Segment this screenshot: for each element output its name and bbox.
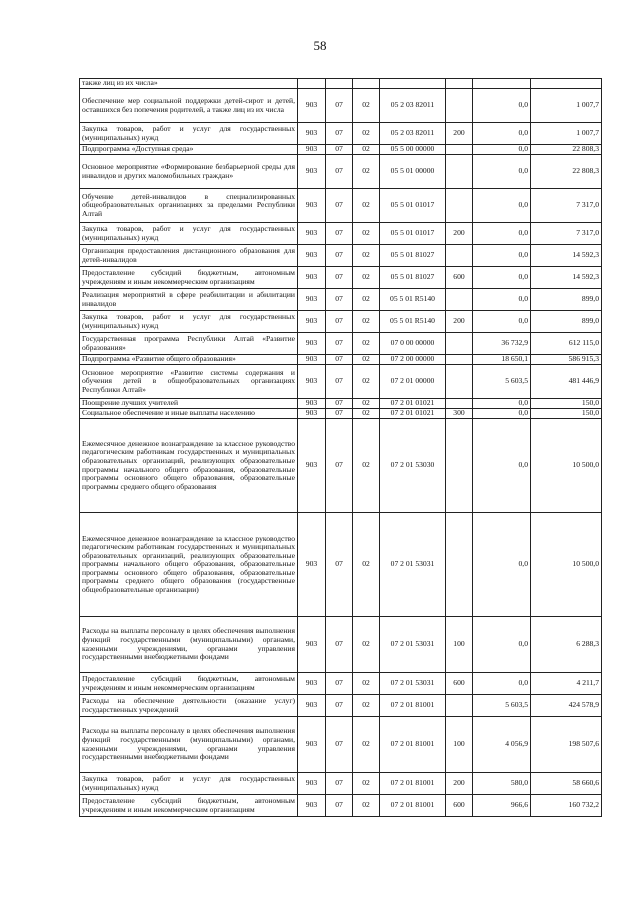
glava-cell: 903	[298, 717, 326, 773]
podrazdel-cell: 02	[353, 123, 380, 145]
amount-1-cell: 0,0	[473, 289, 531, 311]
expense-type-cell: 600	[446, 795, 473, 817]
target-article-cell: 05 5 00 00000	[380, 145, 446, 155]
target-article-cell: 07 2 01 81001	[380, 717, 446, 773]
expense-type-cell	[446, 333, 473, 355]
expense-type-cell	[446, 419, 473, 513]
target-article-cell: 05 5 01 R5140	[380, 289, 446, 311]
amount-2-cell: 198 507,6	[531, 717, 602, 773]
razdel-cell: 07	[326, 289, 353, 311]
glava-cell: 903	[298, 89, 326, 123]
podrazdel-cell: 02	[353, 145, 380, 155]
target-article-cell: 05 2 03 82011	[380, 89, 446, 123]
expense-type-cell	[446, 245, 473, 267]
podrazdel-cell: 02	[353, 223, 380, 245]
table-row	[80, 795, 602, 817]
target-article-cell: 07 2 01 81001	[380, 795, 446, 817]
glava-cell: 903	[298, 355, 326, 365]
expense-type-cell	[446, 79, 473, 89]
amount-2-cell: 899,0	[531, 311, 602, 333]
razdel-cell: 07	[326, 717, 353, 773]
amount-2-cell: 160 732,2	[531, 795, 602, 817]
glava-cell: 903	[298, 399, 326, 409]
expense-type-cell: 100	[446, 717, 473, 773]
target-article-cell: 07 2 01 53031	[380, 617, 446, 673]
expense-type-cell: 300	[446, 409, 473, 419]
table-row	[80, 223, 602, 245]
amount-1-cell: 0,0	[473, 145, 531, 155]
target-article-cell: 05 5 01 00000	[380, 155, 446, 189]
target-article-cell: 07 2 01 81001	[380, 695, 446, 717]
table-row	[80, 717, 602, 773]
podrazdel-cell: 02	[353, 365, 380, 399]
target-article-cell: 07 0 00 00000	[380, 333, 446, 355]
row-name-cell: Поощрение лучших учителей	[80, 399, 298, 409]
amount-1-cell: 0,0	[473, 617, 531, 673]
amount-2-cell: 612 115,0	[531, 333, 602, 355]
amount-2-cell: 899,0	[531, 289, 602, 311]
expense-type-cell: 600	[446, 673, 473, 695]
amount-1-cell	[473, 79, 531, 89]
table-row	[80, 155, 602, 189]
row-name-cell: Государственная программа Республики Алтай «Развитие образования»	[80, 333, 298, 355]
table-row	[80, 189, 602, 223]
razdel-cell: 07	[326, 673, 353, 695]
amount-2-cell: 481 446,9	[531, 365, 602, 399]
amount-1-cell: 0,0	[473, 419, 531, 513]
glava-cell: 903	[298, 513, 326, 617]
razdel-cell: 07	[326, 795, 353, 817]
table-row	[80, 145, 602, 155]
amount-2-cell: 58 660,6	[531, 773, 602, 795]
table-row	[80, 245, 602, 267]
amount-2-cell: 150,0	[531, 399, 602, 409]
amount-1-cell: 0,0	[473, 223, 531, 245]
target-article-cell: 05 2 03 82011	[380, 123, 446, 145]
row-name-cell: Расходы на выплаты персоналу в целях обеспечения выполнения функций государственными (муниципальными) органами, казенными учреждениями, органами управления государственными внебюджетными фондами	[80, 617, 298, 673]
amount-1-cell: 0,0	[473, 673, 531, 695]
razdel-cell: 07	[326, 155, 353, 189]
amount-1-cell: 0,0	[473, 89, 531, 123]
expense-type-cell: 100	[446, 617, 473, 673]
amount-1-cell: 0,0	[473, 513, 531, 617]
table-row	[80, 333, 602, 355]
row-name-cell: Предоставление субсидий бюджетным, автономным учреждениям и иным некоммерческим организациям	[80, 673, 298, 695]
table-row	[80, 409, 602, 419]
podrazdel-cell: 02	[353, 513, 380, 617]
amount-2-cell: 150,0	[531, 409, 602, 419]
razdel-cell: 07	[326, 223, 353, 245]
target-article-cell: 07 2 01 01021	[380, 399, 446, 409]
amount-2-cell: 1 007,7	[531, 123, 602, 145]
target-article-cell: 07 2 01 81001	[380, 773, 446, 795]
table-row	[80, 773, 602, 795]
razdel-cell: 07	[326, 245, 353, 267]
glava-cell: 903	[298, 223, 326, 245]
razdel-cell: 07	[326, 773, 353, 795]
target-article-cell: 05 5 01 81027	[380, 245, 446, 267]
expense-type-cell	[446, 289, 473, 311]
target-article-cell: 07 2 01 53030	[380, 419, 446, 513]
row-name-cell: Предоставление субсидий бюджетным, автономным учреждениям и иным некоммерческим организациям	[80, 795, 298, 817]
amount-2-cell: 22 808,3	[531, 155, 602, 189]
amount-2-cell: 4 211,7	[531, 673, 602, 695]
podrazdel-cell: 02	[353, 673, 380, 695]
podrazdel-cell: 02	[353, 245, 380, 267]
razdel-cell: 07	[326, 513, 353, 617]
amount-2-cell: 586 915,3	[531, 355, 602, 365]
target-article-cell: 05 5 01 01017	[380, 223, 446, 245]
amount-1-cell: 36 732,9	[473, 333, 531, 355]
amount-1-cell: 580,0	[473, 773, 531, 795]
expense-type-cell: 200	[446, 773, 473, 795]
target-article-cell: 05 5 01 01017	[380, 189, 446, 223]
podrazdel-cell: 02	[353, 773, 380, 795]
amount-2-cell: 10 500,0	[531, 513, 602, 617]
podrazdel-cell: 02	[353, 333, 380, 355]
table-row	[80, 267, 602, 289]
glava-cell: 903	[298, 267, 326, 289]
row-name-cell: Закупка товаров, работ и услуг для государственных (муниципальных) нужд	[80, 311, 298, 333]
razdel-cell: 07	[326, 695, 353, 717]
razdel-cell: 07	[326, 617, 353, 673]
row-name-cell: Предоставление субсидий бюджетным, автономным учреждениям и иным некоммерческим организациям	[80, 267, 298, 289]
podrazdel-cell: 02	[353, 355, 380, 365]
expense-type-cell	[446, 89, 473, 123]
podrazdel-cell: 02	[353, 399, 380, 409]
row-name-cell: Реализация мероприятий в сфере реабилитации и абилитации инвалидов	[80, 289, 298, 311]
razdel-cell: 07	[326, 267, 353, 289]
podrazdel-cell: 02	[353, 89, 380, 123]
target-article-cell: 07 2 01 53031	[380, 513, 446, 617]
razdel-cell: 07	[326, 409, 353, 419]
amount-1-cell: 0,0	[473, 123, 531, 145]
amount-1-cell: 966,6	[473, 795, 531, 817]
amount-1-cell: 0,0	[473, 311, 531, 333]
expense-type-cell	[446, 145, 473, 155]
row-name-cell: Закупка товаров, работ и услуг для государственных (муниципальных) нужд	[80, 123, 298, 145]
row-name-cell: Подпрограмма «Доступная среда»	[80, 145, 298, 155]
expense-type-cell: 600	[446, 267, 473, 289]
glava-cell: 903	[298, 419, 326, 513]
amount-2-cell: 1 007,7	[531, 89, 602, 123]
amount-1-cell: 0,0	[473, 409, 531, 419]
row-name-cell: также лиц из их числа»	[80, 79, 298, 89]
table-row	[80, 399, 602, 409]
row-name-cell: Социальное обеспечение и иные выплаты населению	[80, 409, 298, 419]
row-name-cell: Ежемесячное денежное вознаграждение за классное руководство педагогическим работникам государственных и муниципальных образовательных организаций, реализующих образовательные программы начального общего образования, образовательные программы основного общего образования, образовательные программы среднего общего образования (государственные общеобразовательные организации)	[80, 513, 298, 617]
razdel-cell: 07	[326, 89, 353, 123]
amount-1-cell: 5 603,5	[473, 695, 531, 717]
row-name-cell: Закупка товаров, работ и услуг для государственных (муниципальных) нужд	[80, 773, 298, 795]
razdel-cell: 07	[326, 333, 353, 355]
expense-type-cell	[446, 155, 473, 189]
row-name-cell: Подпрограмма «Развитие общего образования»	[80, 355, 298, 365]
target-article-cell: 07 2 00 00000	[380, 355, 446, 365]
target-article-cell: 07 2 01 00000	[380, 365, 446, 399]
glava-cell: 903	[298, 155, 326, 189]
razdel-cell: 07	[326, 189, 353, 223]
expense-type-cell	[446, 365, 473, 399]
glava-cell: 903	[298, 409, 326, 419]
table-row	[80, 79, 602, 89]
table-row	[80, 513, 602, 617]
razdel-cell	[326, 79, 353, 89]
glava-cell: 903	[298, 311, 326, 333]
glava-cell: 903	[298, 245, 326, 267]
page-number: 58	[313, 38, 327, 53]
podrazdel-cell: 02	[353, 267, 380, 289]
amount-1-cell: 18 650,1	[473, 355, 531, 365]
glava-cell	[298, 79, 326, 89]
razdel-cell: 07	[326, 311, 353, 333]
glava-cell: 903	[298, 123, 326, 145]
expense-type-cell	[446, 355, 473, 365]
podrazdel-cell: 02	[353, 695, 380, 717]
amount-1-cell: 0,0	[473, 155, 531, 189]
row-name-cell: Основное мероприятие «Формирование безбарьерной среды для инвалидов и других маломобильных граждан»	[80, 155, 298, 189]
amount-1-cell: 5 603,5	[473, 365, 531, 399]
table-body	[80, 79, 602, 817]
table-row	[80, 123, 602, 145]
amount-2-cell: 14 592,3	[531, 267, 602, 289]
glava-cell: 903	[298, 365, 326, 399]
budget-table	[79, 78, 602, 817]
row-name-cell: Основное мероприятие «Развитие системы содержания и обучения детей в общеобразовательных организациях Республики Алтай»	[80, 365, 298, 399]
table-row	[80, 365, 602, 399]
podrazdel-cell: 02	[353, 409, 380, 419]
glava-cell: 903	[298, 333, 326, 355]
target-article-cell: 07 2 01 01021	[380, 409, 446, 419]
podrazdel-cell: 02	[353, 617, 380, 673]
amount-2-cell	[531, 79, 602, 89]
amount-1-cell: 4 056,9	[473, 717, 531, 773]
razdel-cell: 07	[326, 123, 353, 145]
amount-1-cell: 0,0	[473, 189, 531, 223]
expense-type-cell: 200	[446, 223, 473, 245]
glava-cell: 903	[298, 773, 326, 795]
row-name-cell: Расходы на выплаты персоналу в целях обеспечения выполнения функций государственными (муниципальными) органами, казенными учреждениями, органами управления государственными внебюджетными фондами	[80, 717, 298, 773]
podrazdel-cell	[353, 79, 380, 89]
amount-1-cell: 0,0	[473, 245, 531, 267]
glava-cell: 903	[298, 289, 326, 311]
expense-type-cell	[446, 399, 473, 409]
glava-cell: 903	[298, 673, 326, 695]
target-article-cell	[380, 79, 446, 89]
row-name-cell: Ежемесячное денежное вознаграждение за классное руководство педагогическим работникам государственных и муниципальных образовательных организаций, реализующих образовательные программы начального общего образования, образовательные программы основного общего образования, образовательные программы среднего общего образования	[80, 419, 298, 513]
table-row	[80, 89, 602, 123]
amount-2-cell: 6 288,3	[531, 617, 602, 673]
expense-type-cell	[446, 513, 473, 617]
row-name-cell: Обеспечение мер социальной поддержки детей-сирот и детей, оставшихся без попечения родителей, а также лиц из их числа	[80, 89, 298, 123]
expense-type-cell	[446, 189, 473, 223]
expense-type-cell	[446, 695, 473, 717]
glava-cell: 903	[298, 189, 326, 223]
amount-1-cell: 0,0	[473, 267, 531, 289]
amount-2-cell: 22 808,3	[531, 145, 602, 155]
razdel-cell: 07	[326, 145, 353, 155]
razdel-cell: 07	[326, 365, 353, 399]
amount-1-cell: 0,0	[473, 399, 531, 409]
podrazdel-cell: 02	[353, 155, 380, 189]
table-row	[80, 673, 602, 695]
row-name-cell: Обучение детей-инвалидов в специализированных общеобразовательных организациях за пределами Республики Алтай	[80, 189, 298, 223]
target-article-cell: 05 5 01 81027	[380, 267, 446, 289]
table-row	[80, 289, 602, 311]
podrazdel-cell: 02	[353, 717, 380, 773]
podrazdel-cell: 02	[353, 311, 380, 333]
table-row	[80, 419, 602, 513]
podrazdel-cell: 02	[353, 289, 380, 311]
row-name-cell: Организация предоставления дистанционного образования для детей-инвалидов	[80, 245, 298, 267]
table-row	[80, 617, 602, 673]
razdel-cell: 07	[326, 419, 353, 513]
amount-2-cell: 424 578,9	[531, 695, 602, 717]
table-row	[80, 311, 602, 333]
glava-cell: 903	[298, 617, 326, 673]
glava-cell: 903	[298, 145, 326, 155]
razdel-cell: 07	[326, 355, 353, 365]
glava-cell: 903	[298, 795, 326, 817]
amount-2-cell: 10 500,0	[531, 419, 602, 513]
target-article-cell: 07 2 01 53031	[380, 673, 446, 695]
expense-type-cell: 200	[446, 311, 473, 333]
amount-2-cell: 14 592,3	[531, 245, 602, 267]
row-name-cell: Расходы на обеспечение деятельности (оказание услуг) государственных учреждений	[80, 695, 298, 717]
table-row	[80, 695, 602, 717]
glava-cell: 903	[298, 695, 326, 717]
amount-2-cell: 7 317,0	[531, 223, 602, 245]
podrazdel-cell: 02	[353, 419, 380, 513]
row-name-cell: Закупка товаров, работ и услуг для государственных (муниципальных) нужд	[80, 223, 298, 245]
table-row	[80, 355, 602, 365]
podrazdel-cell: 02	[353, 795, 380, 817]
podrazdel-cell: 02	[353, 189, 380, 223]
target-article-cell: 05 5 01 R5140	[380, 311, 446, 333]
expense-type-cell: 200	[446, 123, 473, 145]
razdel-cell: 07	[326, 399, 353, 409]
amount-2-cell: 7 317,0	[531, 189, 602, 223]
